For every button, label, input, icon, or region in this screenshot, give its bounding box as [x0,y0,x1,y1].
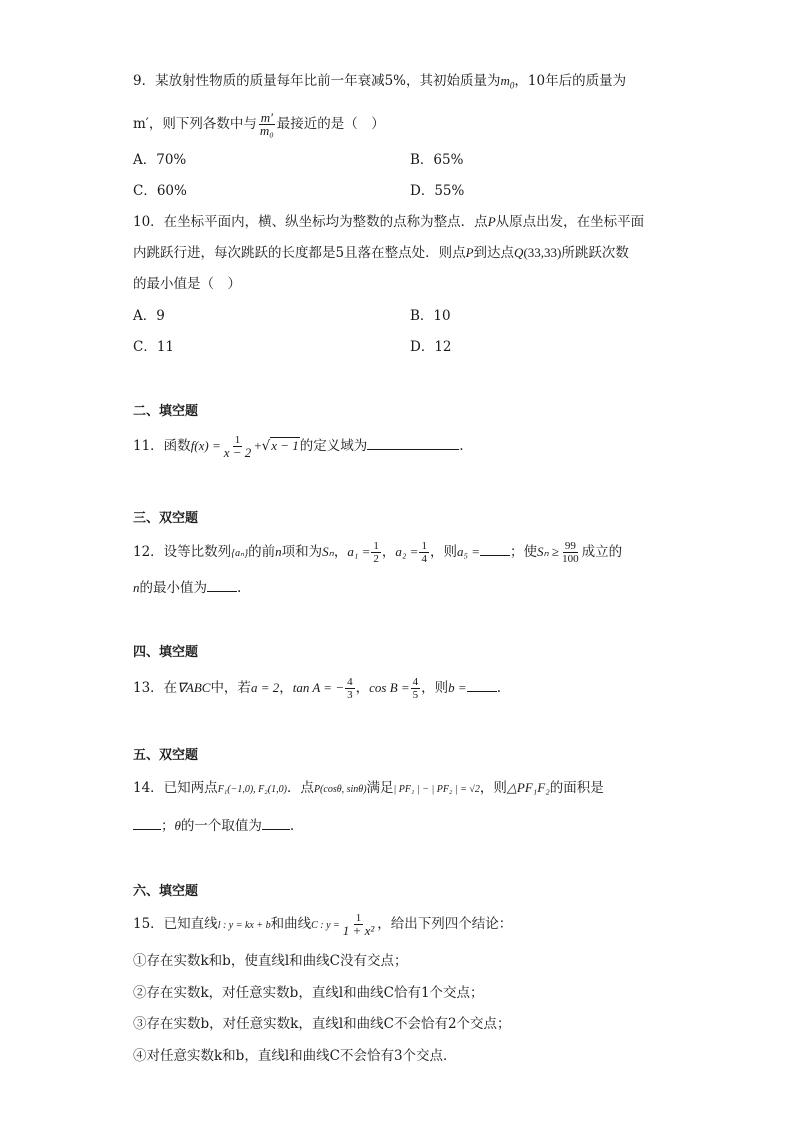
q11-line: 11．函数f(x) = $\frac{1}{x - 2}$ +√x − 1的定义域为 . [133,434,464,460]
m0-symbol: $m_0$ [500,73,515,91]
q9-line1: 9．某放射性物质的质量每年比前一年衰减5%，其初始质量为$m_0$，10年后的质量为 [133,73,627,91]
q15-statement-1: ①存在实数k和b，使直线l和曲线C没有交点； [133,953,408,969]
q12-answer-blank-1[interactable] [480,541,510,556]
q12-answer-blank-2[interactable] [207,577,237,592]
q12-line1: 12．设等比数列{aₙ}的前n项和为Sₙ，a₁ = $\frac{1}{2}$ ，a₂ = $\frac{1}{4}$ ，则a₅ = ；使Sₙ ≥ $\frac{99}{100}$ 成立的 [133,540,623,565]
q10-option-a[interactable]: A．9 [133,308,165,324]
q9-option-a[interactable]: A．70% [133,152,187,168]
q12-line2: n的最小值为 . [133,577,241,598]
q9-option-c[interactable]: C．60% [133,183,187,199]
q10-line1: 10．在坐标平面内，横、纵坐标均为整数的点称为整点．点P从原点出发，在坐标平面 [133,214,645,230]
q13-line: 13．在∇ABC中，若a = 2，tan A = − $\frac{4}{3}$ ，cos B = $\frac{4}{5}$ ，则b = . [133,676,501,701]
q11-answer-blank[interactable] [367,435,459,450]
q14-answer-blank-2[interactable] [262,815,290,830]
q10-line2: 内跳跃行进，每次跳跃的长度都是5且落在整点处．则点P到达点Q(33,33)所跳跃次数 [133,245,629,261]
q15-statement-2: ②存在实数k，对任意实数b，直线l和曲线C恰有1个交点； [133,985,484,1001]
q15-line: 15．已知直线l : y = kx + b和曲线C : y = $\frac{1}{\text{1 + x²}}$ ，给出下列四个结论： [133,912,513,938]
q11-fraction: $\frac{1}{x - 2}$ [223,434,252,460]
q9-option-b[interactable]: B．65% [410,152,464,168]
q15-statement-4: ④对任意实数k和b，直线l和曲线C不会恰有3个交点． [133,1048,457,1064]
q14-line1: 14．已知两点F₁(−1,0), F₂(1,0)．点P(cosθ, sinθ)满足| PF₁ | − | PF₂ | = √2，则△PF₁F₂的面积是 [133,780,604,796]
section-heading-2: 二、填空题 [133,404,199,419]
section-heading-5: 五、双空题 [133,748,199,763]
q14-line2: ；θ的一个取值为 . [133,815,294,836]
q10-line3: 的最小值是（ ） [133,276,241,292]
q14-answer-blank-1[interactable] [133,815,161,830]
q10-option-b[interactable]: B．10 [410,308,451,324]
q10-option-d[interactable]: D．12 [410,339,452,355]
section-heading-3: 三、双空题 [133,511,199,526]
q9-option-d[interactable]: D．55% [410,183,465,199]
q10-option-c[interactable]: C．11 [133,339,175,355]
q9-fraction: $\frac{m'}{\text{m₀}}$ [259,110,274,138]
q13-answer-blank[interactable] [467,677,497,692]
q15-statement-3: ③存在实数b，对任意实数k，直线l和曲线C不会恰有2个交点； [133,1016,511,1032]
section-heading-6: 六、填空题 [133,884,199,899]
q9-line2: m′，则下列各数中与 $\frac{m'}{\text{m₀}}$ 最接近的是（ ） [133,110,385,138]
section-heading-4: 四、填空题 [133,645,199,660]
